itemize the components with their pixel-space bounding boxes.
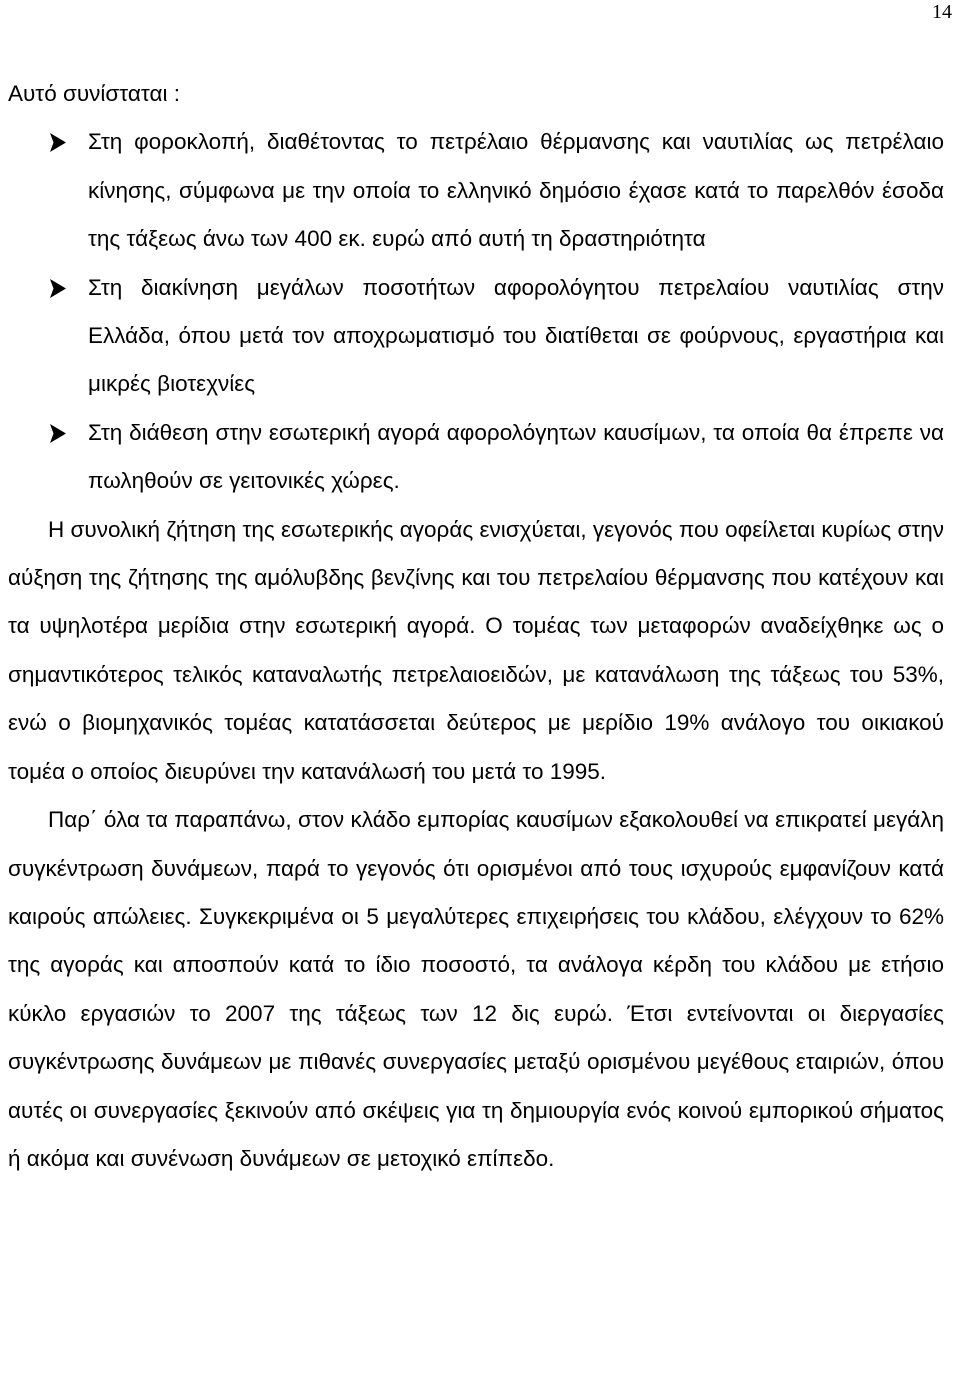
document-body	[8, 70, 944, 1183]
list-item	[88, 118, 944, 263]
paragraph-concentration: Παρ΄ όλα τα παραπάνω, στον κλάδο εμπορίας καυσίμων εξακολουθεί να επικρατεί μεγάλη συγκέντρωση δυνάμεων, παρά το γεγονός ότι ορισμένοι από τους ισχυρούς εμφανίζουν κατά καιρούς απώλειες. Συγκεκριμένα οι 5 μεγαλύτερες επιχειρήσεις του κλάδου, ελέγχουν το 62% της αγοράς και αποσπούν κατά το ίδιο ποσοστό, τα ανάλογα κέρδη του κλάδου με ετήσιο κύκλο εργασιών το 2007 της τάξεως των 12 δις ευρώ. Έτσι εντείνονται οι διεργασίες συγκέντρωσης δυνάμεων με πιθανές συνεργασίες μεταξύ ορισμένου μεγέθους εταιριών, όπου αυτές οι συνεργασίες ξεκινούν από σκέψεις για τη δημιουργία ενός κοινού εμπορικού σήματος ή ακόμα και συνένωση δυνάμεων σε μετοχικό επίπεδο.	[8, 807, 944, 1171]
list-item-text: Στη φοροκλοπή, διαθέτοντας το πετρέλαιο θέρμανσης και ναυτιλίας ως πετρέλαιο κίνησης, σύμφωνα με την οποία το ελληνικό δημόσιο έχασε κατά το παρελθόν έσοδα της τάξεως άνω των 400 εκ. ευρώ από αυτή τη δραστηριότητα	[88, 129, 944, 252]
page-number: 14	[932, 1, 952, 23]
bullet-list	[8, 118, 944, 505]
list-item-text: Στη διάθεση στην εσωτερική αγορά αφορολόγητων καυσίμων, τα οποία θα έπρεπε να πωληθούν σε γειτονικές χώρες.	[88, 419, 944, 494]
intro-line: Αυτό συνίσταται :	[8, 81, 180, 106]
paragraph-demand: Η συνολική ζήτηση της εσωτερικής αγοράς ενισχύεται, γεγονός που οφείλεται κυρίως στην αύξηση της ζήτησης της αμόλυβδης βενζίνης και του πετρελαίου θέρμανσης που κατέχουν και τα υψηλοτέρα μερίδια στην εσωτερική αγορά. Ο τομέας των μεταφορών αναδείχθηκε ως ο σημαντικότερος τελικός καταναλωτής πετρελαιοειδών, με κατανάλωση της τάξεως του 53%, ενώ ο βιομηχανικός τομέας κατατάσσεται δεύτερος με μερίδιο 19% ανάλογο του οικιακού τομέα ο οποίος διευρύνει την κατανάλωσή του μετά το 1995.	[8, 516, 944, 784]
list-item	[88, 409, 944, 506]
list-item	[88, 264, 944, 409]
list-item-text: Στη διακίνηση μεγάλων ποσοτήτων αφορολόγητου πετρελαίου ναυτιλίας στην Ελλάδα, όπου μετά τον αποχρωματισμό του διατίθεται σε φούρνους, εργαστήρια και μικρές βιοτεχνίες	[88, 274, 944, 397]
arrowhead-bullet-icon	[50, 118, 66, 166]
arrowhead-bullet-icon	[50, 264, 66, 312]
arrowhead-bullet-icon	[50, 409, 66, 457]
